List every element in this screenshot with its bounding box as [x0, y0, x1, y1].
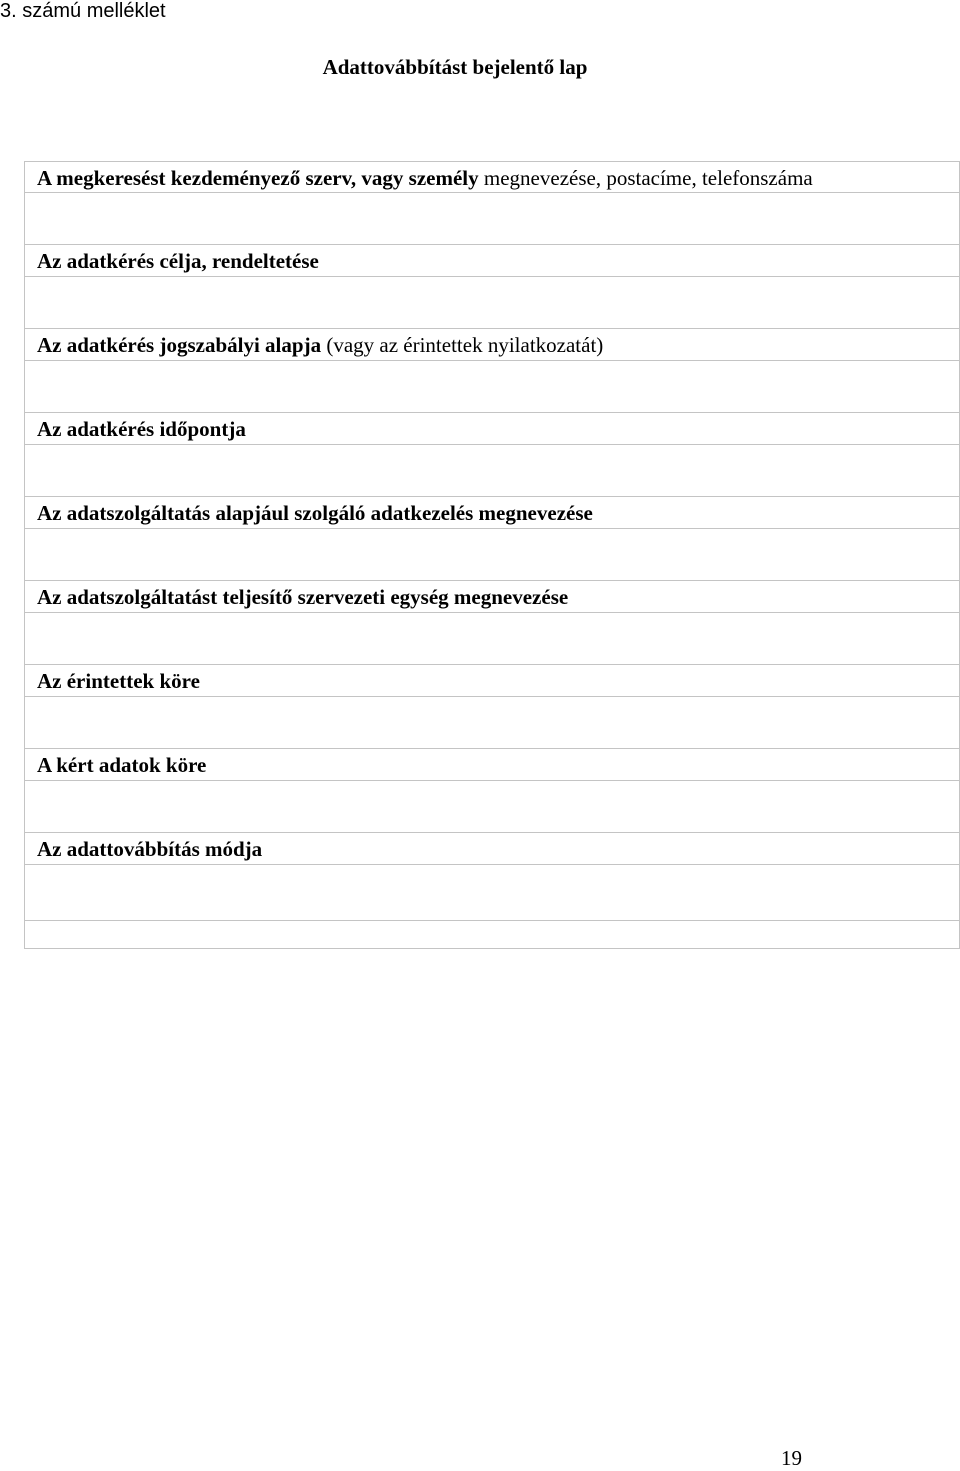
field-label-row — [25, 245, 960, 277]
field-input-transfer-method-extra[interactable] — [25, 921, 960, 949]
field-input-org-unit[interactable] — [25, 613, 960, 665]
field-input-purpose[interactable] — [25, 277, 960, 329]
field-label-normal: (vagy az érintettek nyilatkozatát) — [321, 333, 604, 357]
field-label — [37, 751, 206, 779]
field-label — [37, 583, 568, 611]
notification-form-table — [24, 161, 960, 949]
field-label — [37, 667, 200, 695]
field-label-bold: Az adatkérés jogszabályi alapja — [37, 333, 322, 357]
field-label-bold: Az adatkérés időpontja — [37, 417, 246, 441]
field-input-request-date[interactable] — [25, 445, 960, 497]
field-label-bold: Az adatszolgáltatást teljesítő szervezeti egység megnevezése — [37, 585, 569, 609]
field-label-row — [25, 413, 960, 445]
field-input-data-subjects[interactable] — [25, 697, 960, 749]
field-label — [37, 415, 246, 443]
field-input-data-processing[interactable] — [25, 529, 960, 581]
field-label-bold: Az érintettek köre — [37, 669, 200, 693]
field-label — [37, 331, 603, 359]
field-label-row — [25, 162, 960, 193]
page-number: 19 — [781, 1446, 802, 1470]
field-label-row — [25, 497, 960, 529]
field-label-row — [25, 665, 960, 697]
field-label-row — [25, 329, 960, 361]
field-label-bold: A kért adatok köre — [37, 753, 207, 777]
field-label — [37, 835, 262, 863]
field-label-row — [25, 833, 960, 865]
annex-label: 3. számú melléklet — [0, 0, 166, 22]
field-label — [37, 499, 593, 527]
field-label-row — [25, 749, 960, 781]
field-label — [37, 247, 319, 275]
field-label-bold: Az adatkérés célja, rendeltetése — [37, 249, 319, 273]
field-label-normal: megnevezése, postacíme, telefonszáma — [478, 166, 813, 190]
field-input-requested-data[interactable] — [25, 781, 960, 833]
field-label — [37, 164, 813, 192]
field-label-bold: Az adattovábbítás módja — [37, 837, 263, 861]
page-title: Adattovábbítást bejelentő lap — [322, 55, 588, 79]
field-label-row — [25, 581, 960, 613]
field-input-transfer-method[interactable] — [25, 865, 960, 921]
field-input-requester[interactable] — [25, 193, 960, 245]
field-input-legal-basis[interactable] — [25, 361, 960, 413]
field-label-bold: Az adatszolgáltatás alapjául szolgáló adatkezelés megnevezése — [37, 501, 593, 525]
field-label-bold: A megkeresést kezdeményező szerv, vagy személy — [37, 166, 479, 190]
